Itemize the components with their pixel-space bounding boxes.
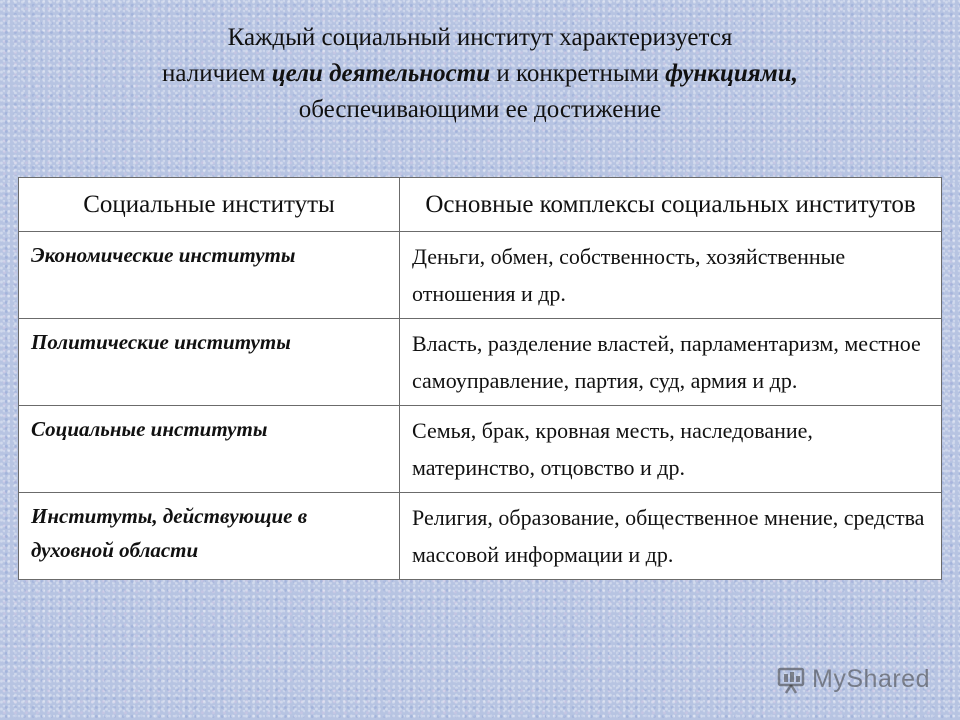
emphasis-functions: функциями, (665, 60, 798, 87)
table-header-row (19, 178, 942, 232)
table-row (19, 493, 942, 580)
institution-cell: Политические институты (19, 319, 400, 406)
myshared-watermark (776, 665, 930, 694)
table-row (19, 319, 942, 406)
institutions-table (18, 177, 942, 580)
heading-line-2-start: наличием (162, 60, 272, 87)
institution-cell: Экономические институты (19, 232, 400, 319)
heading-line-2 (40, 56, 920, 92)
heading-line-1: Каждый социальный институт характеризуется (227, 24, 733, 51)
watermark-text: MyShared (812, 665, 930, 693)
complexes-cell: Религия, образование, общественное мнение, средства массовой информации и др. (400, 493, 942, 580)
heading-line-2-middle: и конкретными (490, 60, 666, 87)
complexes-cell: Власть, разделение властей, парламентаризм, местное самоуправление, партия, суд, армия и др. (400, 319, 942, 406)
slide-heading (40, 20, 920, 128)
institution-cell: Институты, действующие в духовной области (19, 493, 400, 580)
heading-line-3: обеспечивающими ее достижение (298, 96, 662, 123)
institution-cell: Социальные институты (19, 406, 400, 493)
table-row (19, 232, 942, 319)
column-header-institutions: Социальные институты (19, 178, 400, 232)
complexes-cell: Деньги, обмен, собственность, хозяйственные отношения и др. (400, 232, 942, 319)
column-header-complexes: Основные комплексы социальных институтов (400, 178, 942, 232)
presentation-icon (776, 666, 806, 694)
emphasis-activity-goal: цели деятельности (271, 60, 491, 87)
table-row (19, 406, 942, 493)
complexes-cell: Семья, брак, кровная месть, наследование, материнство, отцовство и др. (400, 406, 942, 493)
